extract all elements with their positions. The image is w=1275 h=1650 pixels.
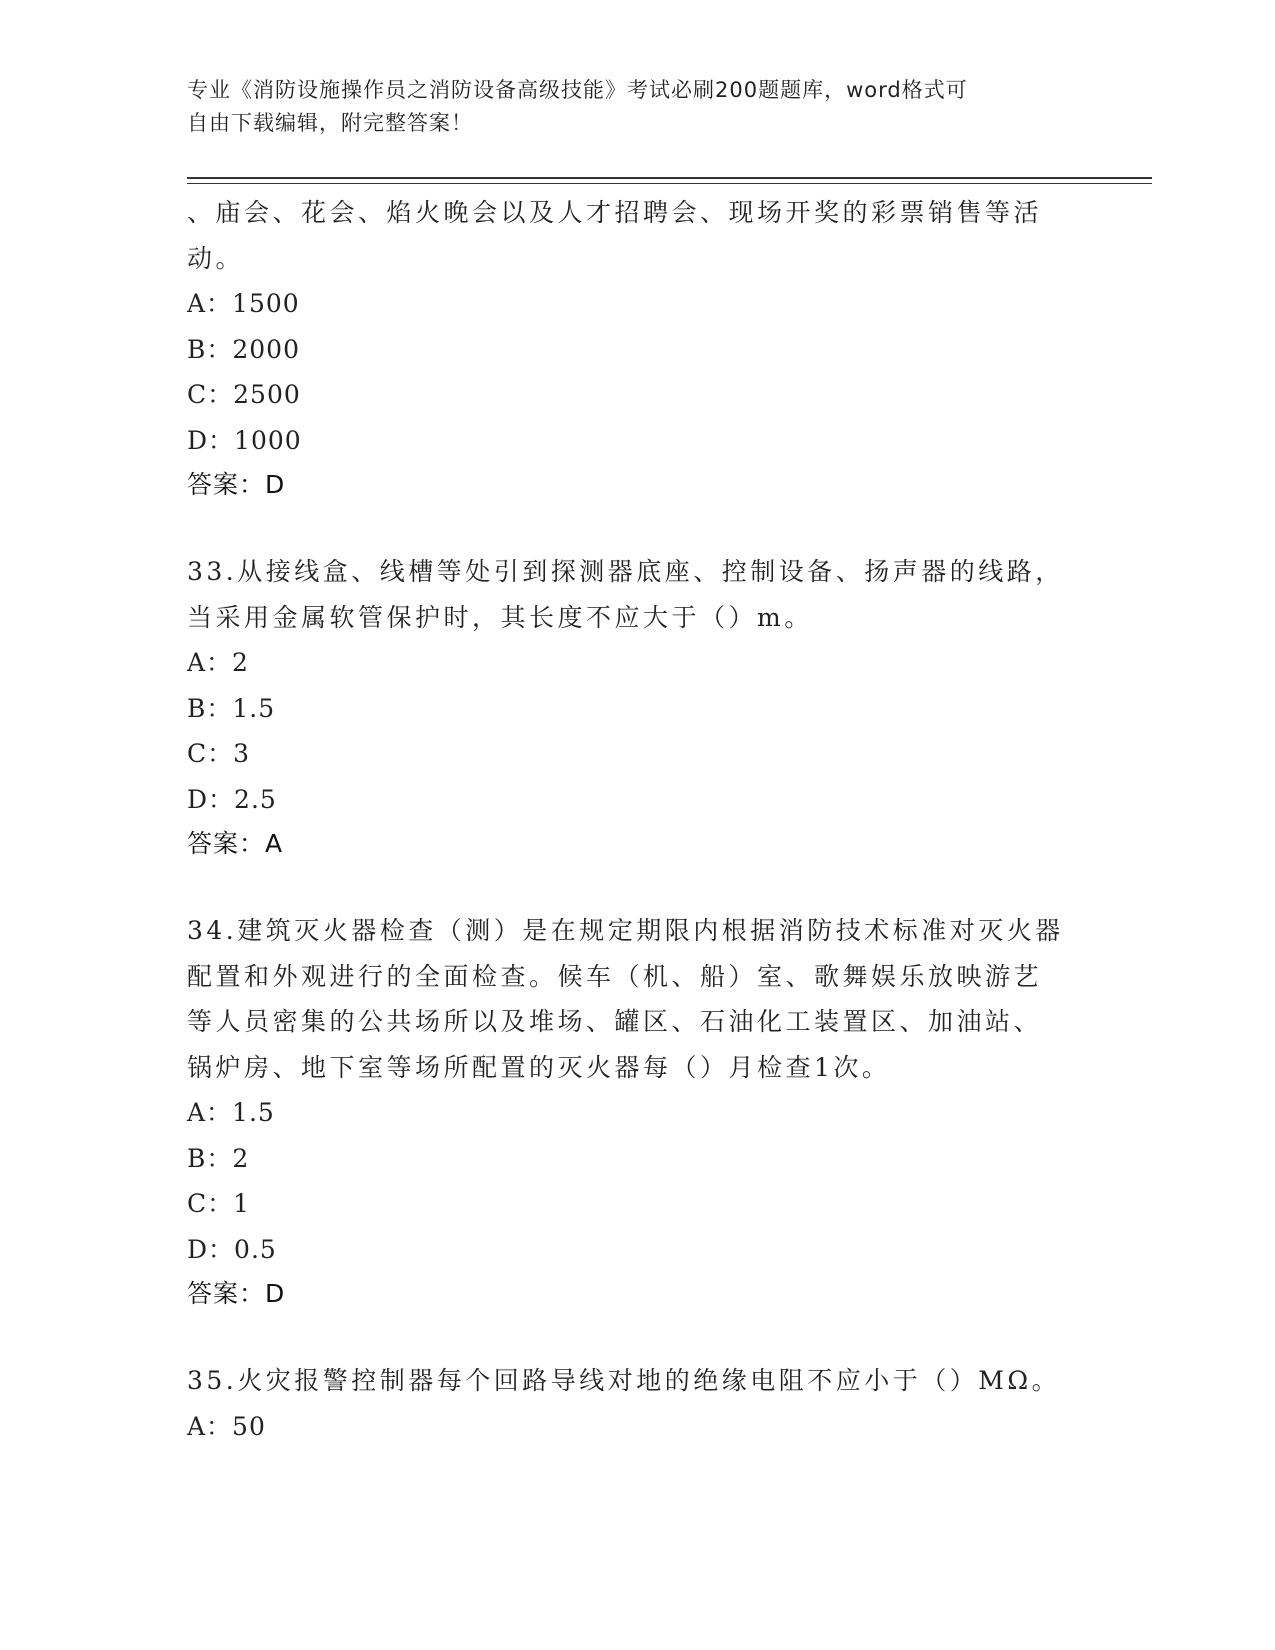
option-a: A：50	[187, 1411, 266, 1441]
document-body	[187, 190, 1107, 1449]
question-text: 锅炉房、地下室等场所配置的灭火器每（）月检查1次。	[187, 1052, 891, 1082]
option-b: B：2000	[187, 334, 300, 364]
answer: 答案：A	[187, 829, 284, 858]
option-c: C：2500	[187, 380, 301, 409]
option-a: A：1500	[187, 289, 300, 318]
question-text: 当采用金属软管保护时，其长度不应大于（）m。	[187, 602, 813, 632]
question-text: 35.火灾报警控制器每个回路导线对地的绝缘电阻不应小于（）MΩ。	[187, 1366, 1061, 1395]
answer: 答案：D	[187, 470, 286, 499]
option-d: D：2.5	[187, 784, 277, 814]
header-divider	[187, 177, 1152, 179]
question-text: 配置和外观进行的全面检查。候车（机、船）室、歌舞娱乐放映游艺	[187, 961, 1043, 991]
header-line: 专业《消防设施操作员之消防设备高级技能》考试必刷200题题库，word格式可	[187, 78, 968, 102]
option-c: C：1	[187, 1189, 251, 1218]
question-text: 34.建筑灭火器检查（测）是在规定期限内根据消防技术标准对灭火器	[187, 916, 1064, 945]
question-text: 、庙会、花会、焰火晚会以及人才招聘会、现场开奖的彩票销售等活	[187, 198, 1043, 227]
question-33	[187, 549, 1107, 865]
document-header	[187, 74, 1087, 140]
header-line: 自由下载编辑，附完整答案！	[187, 111, 473, 135]
question-text: 33.从接线盒、线槽等处引到探测器底座、控制设备、扬声器的线路，	[187, 557, 1064, 586]
question-text: 等人员密集的公共场所以及堆场、罐区、石油化工装置区、加油站、	[187, 1007, 1043, 1036]
option-d: D：0.5	[187, 1234, 277, 1264]
option-d: D：1000	[187, 425, 302, 455]
question-text: 动。	[187, 243, 245, 273]
header-divider-thin	[187, 183, 1152, 184]
option-b: B：2	[187, 1143, 250, 1173]
question-35	[187, 1358, 1107, 1449]
question-fragment	[187, 190, 1107, 506]
option-a: A：2	[187, 648, 249, 677]
answer: 答案：D	[187, 1279, 286, 1308]
question-34	[187, 908, 1107, 1315]
option-a: A：1.5	[187, 1098, 275, 1127]
option-b: B：1.5	[187, 693, 276, 723]
option-c: C：3	[187, 739, 251, 768]
